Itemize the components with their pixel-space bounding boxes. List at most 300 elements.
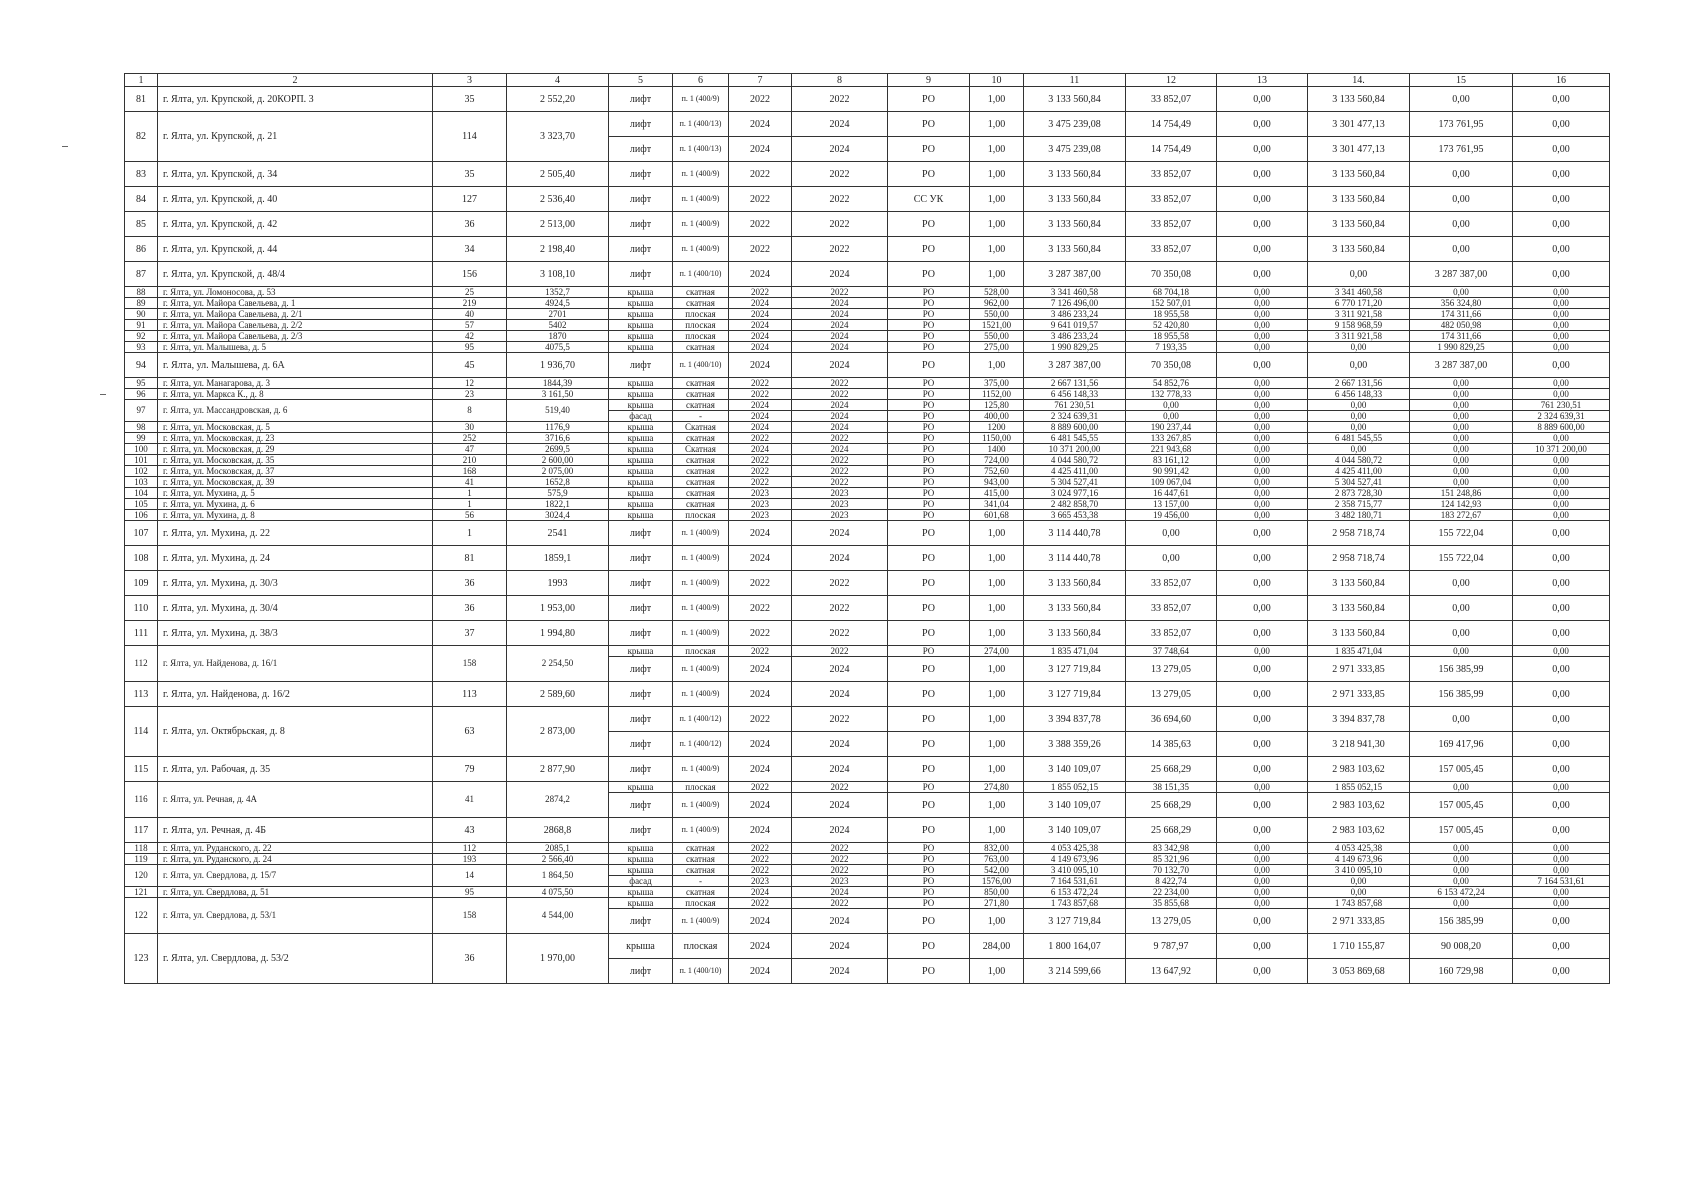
table-cell: лифт — [609, 187, 673, 212]
table-cell: 9 158 968,59 — [1308, 320, 1410, 331]
table-cell: 6 153 472,24 — [1410, 887, 1513, 898]
table-cell: 8 889 600,00 — [1513, 422, 1610, 433]
table-cell: 0,00 — [1410, 646, 1513, 657]
table-cell: 34 — [433, 237, 507, 262]
table-cell: 0,00 — [1217, 422, 1308, 433]
table-cell: 0,00 — [1217, 865, 1308, 876]
table-cell: 271,80 — [970, 898, 1024, 909]
table-cell: 0,00 — [1217, 433, 1308, 444]
table-cell: 0,00 — [1410, 865, 1513, 876]
table-cell: 2022 — [729, 433, 792, 444]
table-cell: 83 — [125, 162, 158, 187]
table-cell: 1521,00 — [970, 320, 1024, 331]
table-cell: 0,00 — [1217, 621, 1308, 646]
table-cell: 117 — [125, 818, 158, 843]
table-cell: 0,00 — [1217, 237, 1308, 262]
table-cell: 375,00 — [970, 378, 1024, 389]
table-cell: 2024 — [792, 959, 888, 984]
table-cell: 173 761,95 — [1410, 112, 1513, 137]
table-cell: 6 153 472,24 — [1024, 887, 1126, 898]
table-cell: РО — [888, 237, 970, 262]
table-cell: 101 — [125, 455, 158, 466]
table-cell: лифт — [609, 237, 673, 262]
table-cell: 158 — [433, 646, 507, 682]
table-cell: 35 — [433, 87, 507, 112]
table-cell: 4 425 411,00 — [1024, 466, 1126, 477]
table-cell: 2024 — [792, 309, 888, 320]
table-cell: 0,00 — [1513, 521, 1610, 546]
table-cell: 1,00 — [970, 353, 1024, 378]
table-row — [125, 162, 1610, 187]
table-cell: 106 — [125, 510, 158, 521]
table-cell: 3024,4 — [507, 510, 609, 521]
table-cell: 0,00 — [1513, 782, 1610, 793]
table-row — [125, 934, 1610, 959]
table-cell: 2022 — [792, 782, 888, 793]
table-cell: 2 589,60 — [507, 682, 609, 707]
table-cell: 219 — [433, 298, 507, 309]
table-cell: п. 1 (400/9) — [673, 596, 729, 621]
table-cell: 2024 — [729, 959, 792, 984]
table-cell: г. Ялта, ул. Мухина, д. 24 — [158, 546, 433, 571]
table-cell: 41 — [433, 477, 507, 488]
table-cell: 2 552,20 — [507, 87, 609, 112]
table-cell: 9 787,97 — [1126, 934, 1217, 959]
table-cell: п. 1 (400/9) — [673, 87, 729, 112]
table-cell: 4 044 580,72 — [1024, 455, 1126, 466]
table-cell: 2 536,40 — [507, 187, 609, 212]
table-cell: 2022 — [792, 212, 888, 237]
table-cell: лифт — [609, 212, 673, 237]
table-cell: 0,00 — [1513, 212, 1610, 237]
table-row — [125, 682, 1610, 707]
table-cell: крыша — [609, 646, 673, 657]
table-cell: 2022 — [729, 707, 792, 732]
table-cell: РО — [888, 707, 970, 732]
table-cell: РО — [888, 378, 970, 389]
table-cell: 1176,9 — [507, 422, 609, 433]
table-cell: 0,00 — [1513, 571, 1610, 596]
table-cell: РО — [888, 909, 970, 934]
table-cell: 3 108,10 — [507, 262, 609, 287]
table-cell: скатная — [673, 342, 729, 353]
table-cell: 3 287 387,00 — [1024, 353, 1126, 378]
table-cell: 23 — [433, 389, 507, 400]
table-row — [125, 843, 1610, 854]
table-cell: 1 743 857,68 — [1308, 898, 1410, 909]
table-cell: 2024 — [792, 793, 888, 818]
table-cell: 0,00 — [1513, 455, 1610, 466]
table-cell: 2022 — [729, 865, 792, 876]
table-cell: 0,00 — [1217, 342, 1308, 353]
table-cell: крыша — [609, 488, 673, 499]
table-cell: 156 385,99 — [1410, 909, 1513, 934]
table-cell: 10 — [970, 74, 1024, 87]
table-row — [125, 499, 1610, 510]
table-cell: 356 324,80 — [1410, 298, 1513, 309]
table-cell: крыша — [609, 455, 673, 466]
table-cell: крыша — [609, 466, 673, 477]
table-row — [125, 898, 1610, 909]
table-cell: крыша — [609, 898, 673, 909]
table-cell: 3 218 941,30 — [1308, 732, 1410, 757]
table-cell: скатная — [673, 389, 729, 400]
table-cell: 173 761,95 — [1410, 137, 1513, 162]
table-cell: 0,00 — [1217, 843, 1308, 854]
table-cell: 0,00 — [1217, 309, 1308, 320]
table-cell: 0,00 — [1308, 887, 1410, 898]
table-cell: 13 279,05 — [1126, 657, 1217, 682]
table-cell: 0,00 — [1217, 782, 1308, 793]
table-cell: 127 — [433, 187, 507, 212]
table-row — [125, 112, 1610, 137]
table-cell: 0,00 — [1410, 707, 1513, 732]
table-cell: 37 — [433, 621, 507, 646]
table-cell: 3 665 453,38 — [1024, 510, 1126, 521]
table-cell: п. 1 (400/9) — [673, 237, 729, 262]
table-cell: 0,00 — [1513, 621, 1610, 646]
table-cell: скатная — [673, 499, 729, 510]
table-cell: 210 — [433, 455, 507, 466]
table-cell: 1,00 — [970, 187, 1024, 212]
table-cell: 15 — [1410, 74, 1513, 87]
table-row — [125, 353, 1610, 378]
table-cell: РО — [888, 818, 970, 843]
table-row — [125, 455, 1610, 466]
table-cell: 0,00 — [1126, 521, 1217, 546]
table-cell: г. Ялта, ул. Свердлова, д. 53/2 — [158, 934, 433, 984]
table-cell: фасад — [609, 876, 673, 887]
table-cell: крыша — [609, 389, 673, 400]
table-cell: 1 800 164,07 — [1024, 934, 1126, 959]
table-cell: 2 873,00 — [507, 707, 609, 757]
table-cell: 155 722,04 — [1410, 546, 1513, 571]
table-row — [125, 444, 1610, 455]
table-cell: 0,00 — [1410, 571, 1513, 596]
table-cell: 0,00 — [1410, 378, 1513, 389]
table-cell: 151 248,86 — [1410, 488, 1513, 499]
table-cell: 33 852,07 — [1126, 237, 1217, 262]
table-cell: 0,00 — [1513, 262, 1610, 287]
table-cell: 0,00 — [1217, 793, 1308, 818]
table-cell: 115 — [125, 757, 158, 782]
table-cell: 2022 — [792, 162, 888, 187]
table-cell: плоская — [673, 510, 729, 521]
table-cell: 0,00 — [1217, 707, 1308, 732]
table-cell: 83 161,12 — [1126, 455, 1217, 466]
table-cell: 0,00 — [1308, 353, 1410, 378]
table-cell: 3 114 440,78 — [1024, 521, 1126, 546]
table-cell: плоская — [673, 898, 729, 909]
table-cell: г. Ялта, ул. Крупской, д. 20КОРП. 3 — [158, 87, 433, 112]
table-cell: 0,00 — [1410, 422, 1513, 433]
table-cell: 3 140 109,07 — [1024, 757, 1126, 782]
table-cell: г. Ялта, ул. Крупской, д. 48/4 — [158, 262, 433, 287]
table-cell: лифт — [609, 571, 673, 596]
table-cell: 0,00 — [1217, 162, 1308, 187]
table-cell: г. Ялта, ул. Московская, д. 35 — [158, 455, 433, 466]
table-cell: 2022 — [792, 596, 888, 621]
table-cell: 2024 — [729, 887, 792, 898]
table-cell: крыша — [609, 934, 673, 959]
table-cell: 0,00 — [1513, 499, 1610, 510]
table-cell: 2 877,90 — [507, 757, 609, 782]
table-cell: 8 422,74 — [1126, 876, 1217, 887]
table-cell: 2022 — [792, 187, 888, 212]
table-cell: 30 — [433, 422, 507, 433]
table-cell: лифт — [609, 137, 673, 162]
table-cell: крыша — [609, 477, 673, 488]
table-cell: крыша — [609, 342, 673, 353]
table-cell: 14 754,49 — [1126, 137, 1217, 162]
table-cell: 0,00 — [1410, 455, 1513, 466]
table-cell: 2022 — [729, 621, 792, 646]
table-cell: 1 990 829,25 — [1410, 342, 1513, 353]
table-cell: 113 — [125, 682, 158, 707]
table-row — [125, 378, 1610, 389]
table-row — [125, 389, 1610, 400]
table-cell: лифт — [609, 112, 673, 137]
table-cell: 0,00 — [1126, 411, 1217, 422]
table-cell: 1400 — [970, 444, 1024, 455]
table-cell: РО — [888, 353, 970, 378]
table-cell: 1,00 — [970, 959, 1024, 984]
table-cell: 105 — [125, 499, 158, 510]
table-cell: 1652,8 — [507, 477, 609, 488]
table-cell: 2024 — [792, 657, 888, 682]
table-cell: 0,00 — [1513, 898, 1610, 909]
table-cell: 86 — [125, 237, 158, 262]
table-cell: 38 151,35 — [1126, 782, 1217, 793]
table-cell: 112 — [433, 843, 507, 854]
table-cell: крыша — [609, 422, 673, 433]
table-cell: скатная — [673, 477, 729, 488]
table-cell: г. Ялта, ул. Мухина, д. 5 — [158, 488, 433, 499]
table-cell: 2024 — [729, 818, 792, 843]
table-cell: лифт — [609, 546, 673, 571]
table-cell: 2022 — [792, 854, 888, 865]
table-cell: 8 — [792, 74, 888, 87]
table-cell: крыша — [609, 499, 673, 510]
table-cell: 118 — [125, 843, 158, 854]
table-cell: 3 133 560,84 — [1024, 621, 1126, 646]
table-cell: 0,00 — [1410, 898, 1513, 909]
table-cell: 0,00 — [1308, 342, 1410, 353]
table-cell: 2024 — [792, 546, 888, 571]
table-cell: 2024 — [729, 400, 792, 411]
table-row — [125, 331, 1610, 342]
table-cell: 155 722,04 — [1410, 521, 1513, 546]
table-row — [125, 212, 1610, 237]
table-cell: 2022 — [729, 455, 792, 466]
table-cell: 2022 — [729, 646, 792, 657]
table-cell: 1,00 — [970, 909, 1024, 934]
table-cell: 157 005,45 — [1410, 757, 1513, 782]
table-cell: 3 127 719,84 — [1024, 909, 1126, 934]
table-cell: 2024 — [729, 342, 792, 353]
table-cell: 12 — [433, 378, 507, 389]
table-cell: лифт — [609, 596, 673, 621]
table-cell: крыша — [609, 433, 673, 444]
table-cell: 13 279,05 — [1126, 909, 1217, 934]
table-cell: РО — [888, 433, 970, 444]
table-cell: РО — [888, 793, 970, 818]
table-cell: 0,00 — [1513, 865, 1610, 876]
table-cell: 91 — [125, 320, 158, 331]
table-cell: 0,00 — [1513, 389, 1610, 400]
table-cell: 1 970,00 — [507, 934, 609, 984]
table-cell: 4924,5 — [507, 298, 609, 309]
table-cell: п. 1 (400/9) — [673, 571, 729, 596]
table-cell: 0,00 — [1513, 433, 1610, 444]
table-row — [125, 466, 1610, 477]
table-cell: лифт — [609, 353, 673, 378]
table-cell: РО — [888, 112, 970, 137]
table-cell: 1 743 857,68 — [1024, 898, 1126, 909]
table-cell: 2023 — [792, 499, 888, 510]
table-cell: 3 410 095,10 — [1024, 865, 1126, 876]
table-cell: РО — [888, 331, 970, 342]
table-cell: 3 486 233,24 — [1024, 309, 1126, 320]
repair-schedule-table — [124, 73, 1610, 984]
table-cell: 3 301 477,13 — [1308, 137, 1410, 162]
table-cell: 123 — [125, 934, 158, 984]
table-cell: 160 729,98 — [1410, 959, 1513, 984]
table-cell: РО — [888, 400, 970, 411]
table-cell: лифт — [609, 682, 673, 707]
table-cell: 0,00 — [1217, 510, 1308, 521]
table-cell: 2024 — [729, 444, 792, 455]
table-cell: 0,00 — [1513, 342, 1610, 353]
table-cell: 156 385,99 — [1410, 682, 1513, 707]
table-cell: 1,00 — [970, 682, 1024, 707]
table-cell: 3 140 109,07 — [1024, 793, 1126, 818]
table-cell: РО — [888, 571, 970, 596]
table-cell: 0,00 — [1217, 499, 1308, 510]
table-cell: 156 385,99 — [1410, 657, 1513, 682]
table-cell: 1,00 — [970, 212, 1024, 237]
table-cell: 2024 — [729, 262, 792, 287]
table-cell: 0,00 — [1217, 732, 1308, 757]
table-cell: г. Ялта, ул. Массандровская, д. 6 — [158, 400, 433, 422]
table-cell: 0,00 — [1410, 596, 1513, 621]
table-cell: СС УК — [888, 187, 970, 212]
table-cell: 2022 — [792, 287, 888, 298]
table-cell: 90 008,20 — [1410, 934, 1513, 959]
table-cell: п. 1 (400/10) — [673, 353, 729, 378]
table-cell: 36 — [433, 596, 507, 621]
table-cell: 0,00 — [1513, 909, 1610, 934]
table-cell: РО — [888, 212, 970, 237]
table-cell: 0,00 — [1513, 353, 1610, 378]
table-cell: 1,00 — [970, 818, 1024, 843]
table-cell: фасад — [609, 411, 673, 422]
table-cell: 0,00 — [1513, 331, 1610, 342]
table-cell: 274,00 — [970, 646, 1024, 657]
table-cell: 3 341 460,58 — [1024, 287, 1126, 298]
table-cell: плоская — [673, 934, 729, 959]
table-row — [125, 488, 1610, 499]
table-cell: 1576,00 — [970, 876, 1024, 887]
table-cell: 119 — [125, 854, 158, 865]
table-cell: 0,00 — [1217, 657, 1308, 682]
table-cell: 0,00 — [1513, 546, 1610, 571]
table-cell: 2699,5 — [507, 444, 609, 455]
table-cell: 3 388 359,26 — [1024, 732, 1126, 757]
table-cell: 2022 — [729, 162, 792, 187]
table-cell: г. Ялта, ул. Малышева, д. 6А — [158, 353, 433, 378]
table-cell: РО — [888, 898, 970, 909]
table-cell: 2024 — [792, 342, 888, 353]
table-cell: скатная — [673, 400, 729, 411]
table-cell: 1870 — [507, 331, 609, 342]
table-cell: 2022 — [729, 854, 792, 865]
table-cell: 1 953,00 — [507, 596, 609, 621]
table-cell: 2 873 728,30 — [1308, 488, 1410, 499]
table-cell: 0,00 — [1513, 707, 1610, 732]
table-cell: - — [673, 876, 729, 887]
table-cell: 33 852,07 — [1126, 621, 1217, 646]
table-cell: 3 133 560,84 — [1308, 571, 1410, 596]
table-cell: 33 852,07 — [1126, 162, 1217, 187]
table-cell: 40 — [433, 309, 507, 320]
table-cell: 2024 — [792, 400, 888, 411]
table-cell: лифт — [609, 959, 673, 984]
table-cell: г. Ялта, ул. Майора Савельева, д. 2/2 — [158, 320, 433, 331]
table-cell: крыша — [609, 320, 673, 331]
scan-artifact — [62, 146, 68, 147]
table-cell: плоская — [673, 331, 729, 342]
table-cell: 2874,2 — [507, 782, 609, 818]
table-cell: 3 133 560,84 — [1024, 187, 1126, 212]
table-cell: 114 — [125, 707, 158, 757]
table-cell: 2024 — [792, 298, 888, 309]
table-cell: 2 324 639,31 — [1513, 411, 1610, 422]
table-cell: 89 — [125, 298, 158, 309]
table-cell: г. Ялта, ул. Мухина, д. 30/3 — [158, 571, 433, 596]
table-row — [125, 865, 1610, 876]
table-cell: 3 133 560,84 — [1308, 162, 1410, 187]
table-cell: РО — [888, 309, 970, 320]
table-cell: 25 668,29 — [1126, 818, 1217, 843]
table-cell: РО — [888, 865, 970, 876]
table-cell: п. 1 (400/9) — [673, 793, 729, 818]
table-cell: 4 425 411,00 — [1308, 466, 1410, 477]
table-cell: 2 983 103,62 — [1308, 793, 1410, 818]
table-cell: 2024 — [729, 757, 792, 782]
table-cell: 2023 — [729, 876, 792, 887]
table-row — [125, 262, 1610, 287]
table-cell: 761 230,51 — [1024, 400, 1126, 411]
table-cell: 3 053 869,68 — [1308, 959, 1410, 984]
table-cell: 284,00 — [970, 934, 1024, 959]
table-cell: г. Ялта, ул. Найденова, д. 16/2 — [158, 682, 433, 707]
table-cell: 2022 — [792, 621, 888, 646]
table-cell: плоская — [673, 782, 729, 793]
table-cell: Скатная — [673, 422, 729, 433]
table-cell: 22 234,00 — [1126, 887, 1217, 898]
table-cell: РО — [888, 510, 970, 521]
table-cell: 1822,1 — [507, 499, 609, 510]
table-cell: 114 — [433, 112, 507, 162]
table-row — [125, 707, 1610, 732]
table-cell: 0,00 — [1217, 909, 1308, 934]
table-cell: 1,00 — [970, 793, 1024, 818]
table-cell: 2024 — [729, 934, 792, 959]
table-cell: 2 566,40 — [507, 854, 609, 865]
table-cell: 3 133 560,84 — [1024, 237, 1126, 262]
table-cell: лифт — [609, 757, 673, 782]
